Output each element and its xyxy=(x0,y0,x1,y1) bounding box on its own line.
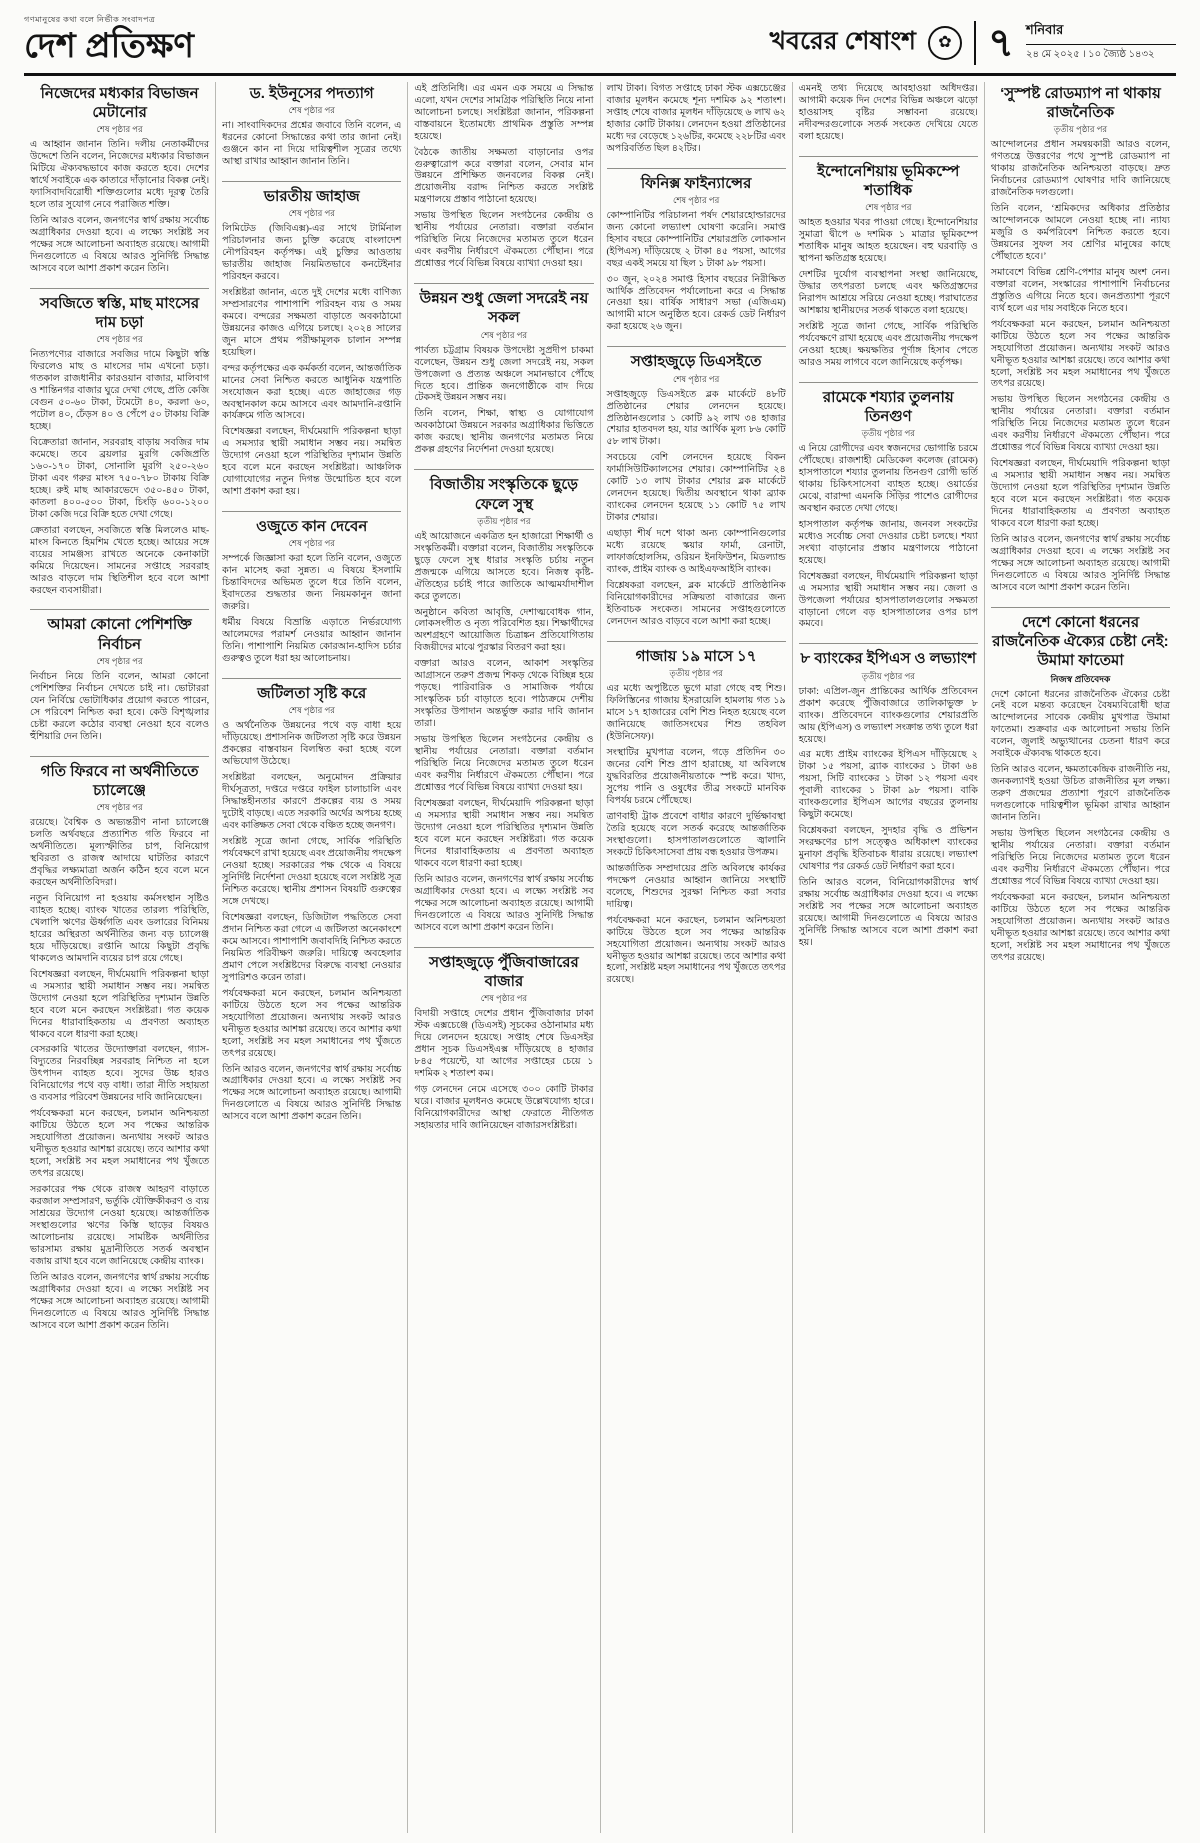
continued-from-label: শেষ পৃষ্ঠার পর xyxy=(288,538,335,549)
article-paragraph: তিনি বলেন, ‘শ্রমিকদের অধিকার প্রতিষ্ঠার আন্দোলনকে আমলে নেওয়া হচ্ছে না। ন্যায্য মজুরি ও কর্মপরিবেশ নিশ্চিত করতে হবে। উন্নয়নের সুফল সব শ্রেণির মানুষের কাছে পৌঁছাতে হবে।’ xyxy=(990,203,1171,262)
header-rule xyxy=(24,73,1176,76)
article-paragraph: সংশ্লিষ্ট সূত্রে জানা গেছে, সার্বিক পরিস্থিতি পর্যবেক্ষণে রাখা হয়েছে এবং প্রয়োজনীয় পদক্ষেপ নেওয়া হচ্ছে। সরকারের পক্ষ থেকে এ বিষয়ে সুনির্দিষ্ট নির্দেশনা দেওয়া হয়েছে বলে সংশ্লিষ্ট সূত্র নিশ্চিত করেছে। স্থানীয় প্রশাসন বিষয়টি গুরুত্বের সঙ্গে দেখছে। xyxy=(222,837,402,907)
column-1 xyxy=(24,82,215,1833)
article xyxy=(30,82,209,286)
article-paragraph: বিক্রেতারা জানান, সরবরাহ বাড়ায় সবজির দাম কমেছে। তবে ব্রয়লার মুরগি কেজিপ্রতি ১৬০-১৭০ টাকা, সোনালি মুরগি ২৫০-২৬০ টাকা এবং গরুর মাংস ৭৫০-৭৮০ টাকায় বিক্রি হচ্ছে। রুই মাছ আকারভেদে ৩৫০-৪৫০ টাকা, কাতলা ৪০০-৫০০ টাকা, চিংড়ি ৬০০-১২০০ টাকা কেজি দরে বিক্রি হতে দেখা গেছে। xyxy=(30,437,210,520)
masthead-tagline: গণমানুষের কথা বলে নির্ভীক সংবাদপত্র xyxy=(24,15,156,24)
column-3 xyxy=(407,82,599,1833)
article-paragraph: বিশেষজ্ঞরা বলছেন, দীর্ঘমেয়াদি পরিকল্পনা ছাড়া এ সমস্যার স্থায়ী সমাধান সম্ভব নয়। সমন্বিত উদ্যোগ নেওয়া হলে পরিস্থিতির দৃশ্যমান উন্নতি হবে বলে মনে করছেন সংশ্লিষ্টরা। গত কয়েক দিনের ধারাবাহিকতায় এ প্রবণতা অব্যাহত থাকবে বলে ধারণা করা হচ্ছে। xyxy=(30,969,210,1040)
article-paragraph: পর্যবেক্ষকরা মনে করছেন, চলমান অনিশ্চয়তা কাটিয়ে উঠতে হলে সব পক্ষের আন্তরিক সহযোগিতা প্রয়োজন। অন্যথায় সংকট আরও ঘনীভূত হওয়ার আশঙ্কা রয়েছে। তবে আশার কথা হলো, সংশ্লিষ্ট সব মহল সমাধানের পথ খুঁজতে তৎপর রয়েছে। xyxy=(222,988,402,1059)
article-headline: নিজেদের মধ্যকার বিভাজন মেটানোর xyxy=(40,84,199,121)
article-paragraph: এর মধ্যে অপুষ্টিতে ভুগে মারা গেছে বহু শিশু। ফিলিস্তিনের গাজায় ইসরায়েলি হামলায় গত ১৯ মাসে ১৭ হাজারের বেশি শিশু নিহত হয়েছে বলে জানিয়েছে জাতিসংঘের শিশু তহবিল (ইউনিসেফ)। xyxy=(606,684,786,743)
article-headline: আমরা কোনো পেশিশক্তি নির্বাচন xyxy=(47,616,192,653)
article-paragraph: ঢাকা: এপ্রিল-জুন প্রান্তিকের আর্থিক প্রতিবেদন প্রকাশ করেছে পুঁজিবাজারে তালিকাভুক্ত ৮ ব্যাংক। প্রতিবেদনে ব্যাংকগুলোর শেয়ারপ্রতি আয় (ইপিএস) ও লভ্যাংশ সংক্রান্ত তথ্য তুলে ধরা হয়েছে। xyxy=(798,686,978,745)
header-divider xyxy=(974,21,976,65)
article-paragraph: পর্যবেক্ষকরা মনে করছেন, চলমান অনিশ্চয়তা কাটিয়ে উঠতে হলে সব পক্ষের আন্তরিক সহযোগিতা প্রয়োজন। অন্যথায় সংকট আরও ঘনীভূত হওয়ার আশঙ্কা রয়েছে। তবে আশার কথা হলো, সংশ্লিষ্ট সব মহল সমাধানের পথ খুঁজতে তৎপর রয়েছে। xyxy=(990,319,1171,390)
article-paragraph: ক্রেতারা বলছেন, সবজিতে স্বস্তি মিললেও মাছ-মাংস কিনতে হিমশিম খেতে হচ্ছে। আয়ের সঙ্গে ব্যয়ের সামঞ্জস্য রাখতে অনেকে কেনাকাটা কমিয়ে দিয়েছেন। সামনের সপ্তাহে সরবরাহ আরও বাড়লে দাম স্থিতিশীল হবে বলে আশা করছেন ব্যবসায়ীরা। xyxy=(30,525,210,596)
article-headline: রামেকে শয্যার তুলনায় তিনগুণ xyxy=(822,388,954,425)
masthead-title: দেশ প্রতিক্ষণ xyxy=(24,27,194,65)
column-2 xyxy=(215,82,407,1833)
article-paragraph: বিশেষজ্ঞরা বলছেন, দীর্ঘমেয়াদি পরিকল্পনা ছাড়া এ সমস্যার স্থায়ী সমাধান সম্ভব নয়। সমন্বিত উদ্যোগ নেওয়া হলে পরিস্থিতির দৃশ্যমান উন্নতি হবে বলে মনে করছেন সংশ্লিষ্টরা। গত কয়েক দিনের ধারাবাহিকতায় এ প্রবণতা অব্যাহত থাকবে বলে ধারণা করা হচ্ছে। xyxy=(990,459,1171,530)
continued-from-label: শেষ পৃষ্ঠার পর xyxy=(480,993,528,1004)
column-6 xyxy=(984,82,1176,1833)
article-paragraph: সংশ্লিষ্টরা বলছেন, অনুমোদন প্রক্রিয়ার দীর্ঘসূত্রতা, দপ্তরে দপ্তরে ফাইল চালাচালি এবং সিদ্ধান্তহীনতার কারণে প্রকল্পের ব্যয় ও সময় দুটোই বাড়ছে। এতে সরকারি অর্থের অপচয় হচ্ছে এবং কাঙ্ক্ষিত সেবা থেকে বঞ্চিত হচ্ছে জনগণ। xyxy=(222,773,402,832)
continued-from-label: শেষ পৃষ্ঠার পর xyxy=(672,194,720,205)
article xyxy=(414,82,593,282)
continued-from-label: শেষ পৃষ্ঠার পর xyxy=(96,124,143,135)
article-paragraph: নিত্যপণ্যের বাজারে সবজির দামে কিছুটা স্বস্তি ফিরলেও মাছ ও মাংসের দাম এখনো চড়া। গতকাল রাজধানীর কারওয়ান বাজার, মালিবাগ ও শান্তিনগর বাজার ঘুরে দেখা গেছে, প্রতি কেজি বেগুন ৫০-৬০ টাকা, টমেটো ৪০, করলা ৬০, পটোল ৪০, ঢেঁড়স ৪০ ও পেঁপে ৫০ টাকায় বিক্রি হচ্ছে। xyxy=(30,350,210,432)
continued-from-label: শেষ পৃষ্ঠার পর xyxy=(96,802,143,813)
article xyxy=(607,346,786,639)
page-number: ৭ xyxy=(987,20,1014,65)
article-paragraph: সভায় উপস্থিত ছিলেন সংগঠনের কেন্দ্রীয় ও স্থানীয় পর্যায়ের নেতারা। বক্তারা বর্তমান পরিস্থিতি নিয়ে নিজেদের মতামত তুলে ধরেন এবং করণীয় নির্ধারণে ঐকমত্যে পৌঁছান। পরে প্রশ্নোত্তর পর্বে বিভিন্ন বিষয়ে ব্যাখ্যা দেওয়া হয়। xyxy=(990,395,1171,454)
article-paragraph: এর মধ্যে প্রাইম ব্যাংকের ইপিএস দাঁড়িয়েছে ২ টাকা ১৫ পয়সা, ব্র্যাক ব্যাংকের ১ টাকা ৬৪ পয়সা, সিটি ব্যাংকের ১ টাকা ১২ পয়সা এবং পূবালী ব্যাংকের ১ টাকা ৯৮ পয়সা। বাকি ব্যাংকগুলোর ইপিএস আগের বছরের তুলনায় কিছুটা কমেছে। xyxy=(798,750,978,821)
article-headline: বিজাতীয় সংস্কৃতিকে ছুড়ে ফেলে সুস্থ xyxy=(429,476,579,513)
continued-from-label: শেষ পৃষ্ঠার পর xyxy=(288,705,335,716)
article xyxy=(799,382,978,642)
continued-from-label: শেষ পৃষ্ঠার পর xyxy=(288,104,335,115)
article-headline: ওজুতে কান দেবেন xyxy=(256,518,368,536)
article-paragraph: পর্যবেক্ষকরা মনে করছেন, চলমান অনিশ্চয়তা কাটিয়ে উঠতে হলে সব পক্ষের আন্তরিক সহযোগিতা প্রয়োজন। অন্যথায় সংকট আরও ঘনীভূত হওয়ার আশঙ্কা রয়েছে। তবে আশার কথা হলো, সংশ্লিষ্ট সব মহল সমাধানের পথ খুঁজতে তৎপর রয়েছে। xyxy=(990,893,1171,963)
article-paragraph: তিনি আরও বলেন, জনগণের স্বার্থ রক্ষায় সর্বোচ্চ অগ্রাধিকার দেওয়া হবে। এ লক্ষ্যে সংশ্লিষ্ট সব পক্ষের সঙ্গে আলোচনা অব্যাহত রয়েছে। আগামী দিনগুলোতে এ বিষয়ে আরও সুনির্দিষ্ট সিদ্ধান্ত আসবে বলে আশা প্রকাশ করেন তিনি। xyxy=(414,874,594,933)
page-header xyxy=(24,14,1176,76)
article-paragraph: তিনি আরও বলেন, বিনিয়োগকারীদের স্বার্থ রক্ষায় সর্বোচ্চ অগ্রাধিকার দেওয়া হবে। এ লক্ষ্যে সংশ্লিষ্ট সব পক্ষের সঙ্গে আলোচনা অব্যাহত রয়েছে। আগামী দিনগুলোতে এ বিষয়ে আরও সুনির্দিষ্ট সিদ্ধান্ত আসবে বলে আশা প্রকাশ করা হয়। xyxy=(798,878,978,948)
article-headline: ফিনিক্স ফাইন্যান্সের xyxy=(640,174,752,192)
article-paragraph: বিশেষজ্ঞরা বলছেন, দীর্ঘমেয়াদি পরিকল্পনা ছাড়া এ সমস্যার স্থায়ী সমাধান সম্ভব নয়। সমন্বিত উদ্যোগ নেওয়া হলে পরিস্থিতির দৃশ্যমান উন্নতি হবে বলে মনে করছেন সংশ্লিষ্টরা। গত কয়েক দিনের ধারাবাহিকতায় এ প্রবণতা অব্যাহত থাকবে বলে ধারণা করা হচ্ছে। xyxy=(414,799,594,869)
article-paragraph: এছাড়া শীর্ষ দশে থাকা অন্য কোম্পানিগুলোর মধ্যে রয়েছে স্কয়ার ফার্মা, রেনাটা, লাফার্জহোলসিম, ওরিয়ন ইনফিউশন, মিডল্যান্ড ব্যাংক, প্রাইম ব্যাংক ও আইএফআইসি ব্যাংক। xyxy=(606,529,786,576)
article xyxy=(222,678,401,1134)
date-block xyxy=(1026,21,1176,64)
article xyxy=(30,288,209,608)
article-paragraph: সম্পর্কে জিজ্ঞাসা করা হলে তিনি বলেন, ওজুতে কান মাসেহ করা সুন্নত। এ বিষয়ে ইসলামি চিন্তাবিদদের অভিমত তুলে ধরে তিনি বলেন, ইবাদতের শুদ্ধতার জন্য নিয়মকানুন জানা জরুরি। xyxy=(222,554,402,613)
article-paragraph: সংস্থাটির মুখপাত্র বলেন, গড়ে প্রতিদিন ৩০ জনের বেশি শিশু প্রাণ হারাচ্ছে, যা অবিলম্বে যুদ্ধবিরতির প্রয়োজনীয়তাকে স্পষ্ট করে। খাদ্য, সুপেয় পানি ও ওষুধের তীব্র সংকটে মানবিক বিপর্যয় চরমে পৌঁছেছে। xyxy=(606,748,786,806)
section-title: খবরের শেষাংশ xyxy=(769,27,916,56)
article xyxy=(991,82,1170,605)
article-paragraph: ধর্মীয় বিষয়ে বিভ্রান্তি এড়াতে নির্ভরযোগ্য আলেমদের পরামর্শ নেওয়ার আহ্বান জানান তিনি। পাশাপাশি নিয়মিত কোরআন-হাদিস চর্চার গুরুত্বও তুলে ধরা হয় আলোচনায়। xyxy=(222,618,402,665)
article-paragraph: বিশ্লেষকরা বলছেন, ব্লক মার্কেটে প্রাতিষ্ঠানিক বিনিয়োগকারীদের সক্রিয়তা বাজারের জন্য ইতিবাচক সংকেত। সামনের সপ্তাহগুলোতে লেনদেন আরও বাড়বে বলে আশা করা হচ্ছে। xyxy=(606,581,786,627)
article xyxy=(414,947,593,1143)
article-paragraph: সবচেয়ে বেশি লেনদেন হয়েছে বিকন ফার্মাসিউটিক্যালসের শেয়ার। কোম্পানিটির ২৪ কোটি ১৩ লাখ টাকার শেয়ার ব্লক মার্কেটে লেনদেন হয়েছে। দ্বিতীয় অবস্থানে থাকা ব্র্যাক ব্যাংকের লেনদেন হয়েছে ১১ কোটি ৭৫ লাখ টাকার শেয়ার। xyxy=(606,453,786,524)
article-paragraph: বিশেষজ্ঞরা বলছেন, দীর্ঘমেয়াদি পরিকল্পনা ছাড়া এ সমস্যার স্থায়ী সমাধান সম্ভব নয়। সমন্বিত উদ্যোগ নেওয়া হলে পরিস্থিতির দৃশ্যমান উন্নতি হবে বলে মনে করছেন সংশ্লিষ্টরা। আঞ্চলিক যোগাযোগের নতুন দিগন্ত উন্মোচিত হবে বলে আশা প্রকাশ করা হয়। xyxy=(222,427,402,498)
article-paragraph: তিনি আরও বলেন, ক্ষমতাকেন্দ্রিক রাজনীতি নয়, জনকল্যাণই হওয়া উচিত রাজনীতির মূল লক্ষ্য। তরুণ প্রজন্মের প্রত্যাশা পূরণে রাজনৈতিক দলগুলোকে দায়িত্বশীল ভূমিকা রাখার আহ্বান জানান তিনি। xyxy=(990,765,1171,824)
article-paragraph: লিমিটেড (জিবিএক্স)-এর সাথে টার্মিনাল পরিচালনার জন্য চুক্তি করেছে বাংলাদেশ নৌপরিবহন কর্তৃপক্ষ। এই চুক্তির আওতায় ভারতীয় জাহাজ নিয়মিতভাবে কনটেইনার পরিবহন করবে। xyxy=(222,223,402,282)
article-headline: দেশে কোনো ধরনের রাজনৈতিক ঐক্যের চেষ্টা নেই: উমামা ফাতেমা xyxy=(992,613,1169,670)
article-paragraph: তিনি আরও বলেন, জনগণের স্বার্থ রক্ষায় সর্বোচ্চ অগ্রাধিকার দেওয়া হবে। এ লক্ষ্যে সংশ্লিষ্ট সব পক্ষের সঙ্গে আলোচনা অব্যাহত রয়েছে। আগামী দিনগুলোতে এ বিষয়ে আরও সুনির্দিষ্ট সিদ্ধান্ত আসবে বলে আশা প্রকাশ করেন তিনি। xyxy=(30,215,210,274)
article-headline: সপ্তাহজুড়ে ডিএসইতে xyxy=(630,353,762,371)
day-label: শনিবার xyxy=(1026,21,1176,45)
article-paragraph: অনুষ্ঠানে কবিতা আবৃত্তি, দেশাত্মবোধক গান, লোকসংগীত ও নৃত্য পরিবেশিত হয়। শিক্ষার্থীদের অংশগ্রহণে আয়োজিত চিত্রাঙ্কন প্রতিযোগিতায় বিজয়ীদের মাঝে পুরস্কার বিতরণ করা হয়। xyxy=(414,607,594,654)
article xyxy=(991,607,1170,975)
article-paragraph: পার্বত্য চট্টগ্রাম বিষয়ক উপদেষ্টা সুপ্রদীপ চাকমা বলেছেন, উন্নয়ন শুধু জেলা সদরেই নয়, সকল উপজেলা ও প্রত্যন্ত অঞ্চলে সমানভাবে পৌঁছে দিতে হবে। প্রান্তিক জনগোষ্ঠীকে বাদ দিয়ে টেকসই উন্নয়ন সম্ভব নয়। xyxy=(414,345,594,404)
article-paragraph: পর্যবেক্ষকরা মনে করছেন, চলমান অনিশ্চয়তা কাটিয়ে উঠতে হলে সব পক্ষের আন্তরিক সহযোগিতা প্রয়োজন। অন্যথায় সংকট আরও ঘনীভূত হওয়ার আশঙ্কা রয়েছে। তবে আশার কথা হলো, সংশ্লিষ্ট মহল সমাধানের পথ খুঁজতে তৎপর রয়েছে। xyxy=(606,915,786,986)
continued-from-label: শেষ পৃষ্ঠার পর xyxy=(96,655,143,666)
article-paragraph: তিনি আরও বলেন, জনগণের স্বার্থ রক্ষায় সর্বোচ্চ অগ্রাধিকার দেওয়া হবে। এ লক্ষ্যে সংশ্লিষ্ট সব পক্ষের সঙ্গে আলোচনা অব্যাহত রয়েছে। আগামী দিনগুলোতে এ বিষয়ে আরও সুনির্দিষ্ট সিদ্ধান্ত আসবে বলে আশা প্রকাশ করেন তিনি। xyxy=(990,535,1171,593)
article-headline: গতি ফিরবে না অর্থনীতিতে চ্যালেঞ্জে xyxy=(40,762,199,799)
article-paragraph: দেশটির দুর্যোগ ব্যবস্থাপনা সংস্থা জানিয়েছে, উদ্ধার তৎপরতা চলছে এবং ক্ষতিগ্রস্তদের নিরাপদ আশ্রয়ে সরিয়ে নেওয়া হচ্ছে। পরাঘাতের আশঙ্কায় স্থানীয়দের সতর্ক থাকতে বলা হয়েছে। xyxy=(798,269,978,316)
continued-from-label: তৃতীয় পৃষ্ঠার পর xyxy=(1053,124,1108,135)
article-paragraph: সভায় উপস্থিত ছিলেন সংগঠনের কেন্দ্রীয় ও স্থানীয় পর্যায়ের নেতারা। বক্তারা বর্তমান পরিস্থিতি নিয়ে নিজেদের মতামত তুলে ধরেন এবং করণীয় নির্ধারণে ঐকমত্যে পৌঁছান। পরে প্রশ্নোত্তর পর্বে বিভিন্ন বিষয়ে ব্যাখ্যা দেওয়া হয়। xyxy=(414,735,594,794)
article-paragraph: ও অর্থনৈতিক উন্নয়নের পথে বড় বাধা হয়ে দাঁড়িয়েছে। প্রশাসনিক জটিলতা সৃষ্টি করে উন্নয়ন প্রকল্পের বাস্তবায়ন বিলম্বিত করা হচ্ছে বলে অভিযোগ উঠেছে। xyxy=(222,721,402,768)
article-paragraph: ৩০ জুন, ২০২৪ সমাপ্ত হিসাব বছরের নিরীক্ষিত আর্থিক প্রতিবেদন পর্যালোচনা করে এ সিদ্ধান্ত নেওয়া হয়। বার্ষিক সাধারণ সভা (এজিএম) আগামী মাসে অনুষ্ঠিত হবে। রেকর্ড ডেট নির্ধারণ করা হয়েছে ২৬ জুন। xyxy=(606,274,786,333)
continued-from-label: শেষ পৃষ্ঠার পর xyxy=(865,201,912,212)
article xyxy=(222,511,401,676)
article-paragraph: নতুন বিনিয়োগ না হওয়ায় কর্মসংস্থান সৃষ্টিও ব্যাহত হচ্ছে। ব্যাংক খাতের তারল্য পরিস্থিতি, খেলাপি ঋণের ঊর্ধ্বগতি এবং ডলারের বিনিময় হারের অস্থিরতা অর্থনীতির জন্য বড় চ্যালেঞ্জ হয়ে দাঁড়িয়েছে। রপ্তানি আয়ে কিছুটা প্রবৃদ্ধি থাকলেও আমদানি ব্যয়ের চাপ রয়ে গেছে। xyxy=(30,893,210,964)
article-paragraph: বিশ্লেষকরা বলছেন, সুদহার বৃদ্ধি ও প্রভিশন সংরক্ষণের চাপ সত্ত্বেও অধিকাংশ ব্যাংকের মুনাফা প্রবৃদ্ধি ইতিবাচক ধারায় রয়েছে। লভ্যাংশ ঘোষণার পর রেকর্ড ডেট নির্ধারণ করা হবে। xyxy=(798,826,978,873)
article-paragraph: দেশে কোনো ধরনের রাজনৈতিক ঐক্যের চেষ্টা নেই বলে মন্তব্য করেছেন বৈষম্যবিরোধী ছাত্র আন্দোলনের সাবেক কেন্দ্রীয় মুখপাত্র উমামা ফাতেমা। শুক্রবার এক আলোচনা সভায় তিনি বলেন, জুলাই অভ্যুত্থানের চেতনা ধারণ করে সবাইকে ঐক্যবদ্ধ থাকতে হবে। xyxy=(990,689,1171,760)
article-headline: গাজায় ১৯ মাসে ১৭ xyxy=(635,647,757,665)
continued-from-label: শেষ পৃষ্ঠার পর xyxy=(672,373,720,384)
article-paragraph: এমনই তথ্য দিয়েছে আবহাওয়া অধিদপ্তর। আগামী কয়েক দিন দেশের বিভিন্ন অঞ্চলে ঝড়ো হাওয়াসহ বৃষ্টির সম্ভাবনা রয়েছে। নদীবন্দরগুলোকে সতর্ক সংকেত দেখিয়ে যেতে বলা হয়েছে। xyxy=(798,83,978,142)
article-headline: ভারতীয় জাহাজ xyxy=(263,187,360,205)
article-paragraph: এই আয়োজনে একত্রিত হন হাজারো শিক্ষার্থী ও সংস্কৃতিকর্মী। বক্তারা বলেন, বিজাতীয় সংস্কৃতিকে ছুড়ে ফেলে সুস্থ ধারার সংস্কৃতি চর্চায় নতুন প্রজন্মকে এগিয়ে আসতে হবে। নিজস্ব কৃষ্টি-ঐতিহ্যের চর্চাই পারে জাতিকে আত্মমর্যাদাশীল করে তুলতে। xyxy=(414,531,594,602)
article-paragraph: না। সাংবাদিকদের প্রশ্নের জবাবে তিনি বলেন, এ ধরনের কোনো সিদ্ধান্তের কথা তার জানা নেই। গুঞ্জনে কান না দিয়ে দায়িত্বশীল সূত্রের তথ্যে আস্থা রাখার আহ্বান জানান তিনি। xyxy=(222,120,402,167)
page-columns xyxy=(24,82,1176,1833)
article-paragraph: আহত হওয়ার খবর পাওয়া গেছে। ইন্দোনেশিয়ার সুমাত্রা দ্বীপে ৬ দশমিক ১ মাত্রার ভূমিকম্পে শতাধিক মানুষ আহত হয়েছেন। বহু ঘরবাড়ি ও স্থাপনা ক্ষতিগ্রস্ত হয়েছে। xyxy=(798,217,978,264)
article xyxy=(30,609,209,753)
article-paragraph: বক্তারা আরও বলেন, আকাশ সংস্কৃতির আগ্রাসনে তরুণ প্রজন্ম শিকড় থেকে বিচ্ছিন্ন হয়ে পড়ছে। পারিবারিক ও সামাজিক পর্যায়ে সাংস্কৃতিক চর্চা বাড়াতে হবে। পাঠ্যক্রমে দেশীয় সংস্কৃতির উপাদান অন্তর্ভুক্ত করার দাবি জানান তারা। xyxy=(414,659,594,730)
article-paragraph: সংশ্লিষ্ট সূত্রে জানা গেছে, সার্বিক পরিস্থিতি পর্যবেক্ষণে রাখা হয়েছে এবং প্রয়োজনীয় পদক্ষেপ নেওয়া হচ্ছে। ক্ষয়ক্ষতির পূর্ণাঙ্গ হিসাব পেতে আরও সময় লাগবে বলে জানিয়েছে কর্তৃপক্ষ। xyxy=(798,321,978,368)
date-line: ২৪ মে ২০২৫ । ১০ জ্যৈষ্ঠ ১৪৩২ xyxy=(1026,49,1155,61)
article-paragraph: সমাবেশে বিভিন্ন শ্রেণি-পেশার মানুষ অংশ নেন। বক্তারা বলেন, সংস্কারের পাশাপাশি নির্বাচনের প্রস্তুতিও এগিয়ে নিতে হবে। জনপ্রত্যাশা পূরণে ব্যর্থ হলে এর দায় সবাইকে নিতে হবে। xyxy=(990,267,1171,314)
article-paragraph: বিদায়ী সপ্তাহে দেশের প্রধান পুঁজিবাজার ঢাকা স্টক এক্সচেঞ্জে (ডিএসই) সূচকের ওঠানামার মধ্য দিয়ে লেনদেন হয়েছে। সপ্তাহ শেষে ডিএসইর প্রধান সূচক ডিএসইএক্স দাঁড়িয়েছে ৪ হাজার ৮৪৫ পয়েন্টে, যা আগের সপ্তাহের চেয়ে ১ দশমিক ২ শতাংশ কম। xyxy=(414,1009,594,1079)
section-logo-icon: ✿ xyxy=(928,26,962,60)
article xyxy=(414,469,593,944)
article xyxy=(222,82,401,179)
continued-from-label: শেষ পৃষ্ঠার পর xyxy=(480,329,528,340)
article-paragraph: গড় লেনদেন নেমে এসেছে ৩০০ কোটি টাকার ঘরে। বাজার মূলধনও কমেছে উল্লেখযোগ্য হারে। বিনিয়োগকারীদের আস্থা ফেরাতে নীতিগত সহায়তার দাবি জানিয়েছেন বাজারসংশ্লিষ্টরা। xyxy=(414,1084,594,1131)
continued-from-label: তৃতীয় পৃষ্ঠার পর xyxy=(861,427,915,438)
article-paragraph: সভায় উপস্থিত ছিলেন সংগঠনের কেন্দ্রীয় ও স্থানীয় পর্যায়ের নেতারা। বক্তারা বর্তমান পরিস্থিতি নিয়ে নিজেদের মতামত তুলে ধরেন এবং করণীয় নির্ধারণে ঐকমত্যে পৌঁছান। পরে প্রশ্নোত্তর পর্বে বিভিন্ন বিষয়ে ব্যাখ্যা দেওয়া হয়। xyxy=(414,211,594,270)
continued-from-label: শেষ পৃষ্ঠার পর xyxy=(288,207,335,218)
article-paragraph: এ নিয়ে রোগীদের এবং স্বজনদের ভোগান্তি চরমে পৌঁছেছে। রাজশাহী মেডিকেল কলেজ (রামেক) হাসপাতালে শয্যার তুলনায় তিনগুণ রোগী ভর্তি থাকায় চিকিৎসাসেবা ব্যাহত হচ্ছে। ওয়ার্ডের মেঝে, বারান্দা এমনকি সিঁড়ির পাশেও রোগীদের অবস্থান করতে দেখা গেছে। xyxy=(798,443,978,514)
article xyxy=(607,82,786,166)
article-paragraph: ত্রাণবাহী ট্রাক প্রবেশে বাধার কারণে দুর্ভিক্ষাবস্থা তৈরি হয়েছে বলে সতর্ক করেছে আন্তর্জাতিক সংস্থাগুলো। হাসপাতালগুলোতে জ্বালানি সংকটে চিকিৎসাসেবা প্রায় বন্ধ হওয়ার উপক্রম। xyxy=(606,811,786,858)
article xyxy=(222,181,401,510)
article-paragraph: বন্দর কর্তৃপক্ষের এক কর্মকর্তা বলেন, আন্তর্জাতিক মানের সেবা নিশ্চিত করতে আধুনিক যন্ত্রপাতি সংযোজন করা হচ্ছে। এতে জাহাজের গড় অবস্থানকাল কমে আসবে এবং আমদানি-রপ্তানি কার্যক্রমে গতি আসবে। xyxy=(222,363,402,422)
article-paragraph: সভায় উপস্থিত ছিলেন সংগঠনের কেন্দ্রীয় ও স্থানীয় পর্যায়ের নেতারা। বক্তারা বর্তমান পরিস্থিতি নিয়ে নিজেদের মতামত তুলে ধরেন এবং করণীয় নির্ধারণে ঐকমত্যে পৌঁছান। পরে প্রশ্নোত্তর পর্বে বিভিন্ন বিষয়ে ব্যাখ্যা দেওয়া হয়। xyxy=(990,829,1171,888)
continued-from-label: তৃতীয় পৃষ্ঠার পর xyxy=(477,515,531,526)
continued-from-label: শেষ পৃষ্ঠার পর xyxy=(96,334,143,345)
article xyxy=(799,643,978,960)
article-headline: উন্নয়ন শুধু জেলা সদরেই নয় সকল xyxy=(419,290,589,327)
article-headline: ড. ইউনূসের পদত্যাগ xyxy=(249,84,374,102)
article-paragraph: বেসরকারি খাতের উদ্যোক্তারা বলছেন, গ্যাস-বিদ্যুতের নিরবচ্ছিন্ন সরবরাহ নিশ্চিত না হলে উৎপাদন ব্যাহত হবে। সুদের উচ্চ হারও বিনিয়োগের পথে বড় বাধা। তারা নীতি সহায়তা ও ব্যবসার পরিবেশ উন্নয়নের দাবি জানিয়েছেন। xyxy=(30,1045,210,1104)
article-paragraph: আন্তর্জাতিক সম্প্রদায়ের প্রতি অবিলম্বে কার্যকর পদক্ষেপ নেওয়ার আহ্বান জানিয়ে সংস্থাটি বলেছে, শিশুদের সুরক্ষা নিশ্চিত করা সবার দায়িত্ব। xyxy=(606,863,786,910)
article-headline: সপ্তাহজুড়ে পুঁজিবাজারের বাজার xyxy=(429,953,579,990)
article-paragraph: বিশেষজ্ঞরা বলছেন, ডিজিটাল পদ্ধতিতে সেবা প্রদান নিশ্চিত করা গেলে এ জটিলতা অনেকাংশে কমে আসবে। পাশাপাশি জবাবদিহি নিশ্চিত করতে নিয়মিত পরিবীক্ষণ জরুরি। দায়িত্বে অবহেলার প্রমাণ পেলে সংশ্লিষ্টদের বিরুদ্ধে ব্যবস্থা নেওয়ার সুপারিশও করেন তারা। xyxy=(222,912,402,983)
article-paragraph: পর্যবেক্ষকরা মনে করছেন, চলমান অনিশ্চয়তা কাটিয়ে উঠতে হলে সব পক্ষের আন্তরিক সহযোগিতা প্রয়োজন। অন্যথায় সংকট আরও ঘনীভূত হওয়ার আশঙ্কা রয়েছে। তবে আশার কথা হলো, সংশ্লিষ্ট সব মহল সমাধানের পথ খুঁজতে তৎপর রয়েছে। xyxy=(30,1109,210,1180)
article-paragraph: এই প্রতিনিধি। এর এমন এক সময়ে এ সিদ্ধান্ত এলো, যখন দেশের সামগ্রিক পরিস্থিতি নিয়ে নানা আলোচনা চলছে। সংশ্লিষ্টরা জানান, পরিকল্পনা বাস্তবায়নে ইতোমধ্যে প্রাথমিক প্রস্তুতি সম্পন্ন হয়েছে। xyxy=(414,83,594,142)
article-paragraph: হাসপাতাল কর্তৃপক্ষ জানায়, জনবল সংকটের মধ্যেও সর্বোচ্চ সেবা দেওয়ার চেষ্টা চলছে। শয্যা সংখ্যা বাড়ানোর প্রস্তাব মন্ত্রণালয়ে পাঠানো হয়েছে। xyxy=(798,519,978,566)
article-paragraph: রয়েছে। বৈশ্বিক ও অভ্যন্তরীণ নানা চ্যালেঞ্জে চলতি অর্থবছরে প্রত্যাশিত গতি ফিরবে না অর্থনীতিতে। মূল্যস্ফীতির চাপ, বিনিয়োগ স্থবিরতা ও রাজস্ব আদায়ে ঘাটতির কারণে প্রবৃদ্ধির লক্ষ্যমাত্রা অর্জন কঠিন হবে বলে মনে করছেন অর্থনীতিবিদরা। xyxy=(30,818,210,888)
article-headline: ইন্দোনেশিয়ায় ভূমিকম্পে শতাধিক xyxy=(817,162,960,199)
continued-from-label: তৃতীয় পৃষ্ঠার পর xyxy=(861,670,915,681)
article-headline: ৮ ব্যাংকের ইপিএস ও লভ্যাংশ xyxy=(800,650,977,668)
article-paragraph: আন্দোলনের প্রধান সমন্বয়কারী আরও বলেন, গণতন্ত্রে উত্তরণের পথে সুস্পষ্ট রোডম্যাপ না থাকায় রাজনৈতিক অনিশ্চয়তা বাড়ছে। দ্রুত নির্বাচনের রোডম্যাপ ঘোষণার দাবি জানিয়েছে রাজনৈতিক দলগুলো। xyxy=(990,140,1171,198)
article xyxy=(607,641,786,997)
continued-from-label: তৃতীয় পৃষ্ঠার পর xyxy=(669,668,723,679)
article-paragraph: তিনি আরও বলেন, জনগণের স্বার্থ রক্ষায় সর্বোচ্চ অগ্রাধিকার দেওয়া হবে। এ লক্ষ্যে সংশ্লিষ্ট সব পক্ষের সঙ্গে আলোচনা অব্যাহত রয়েছে। আগামী দিনগুলোতে এ বিষয়ে আরও সুনির্দিষ্ট সিদ্ধান্ত আসবে বলে আশা প্রকাশ করেন তিনি। xyxy=(30,1272,210,1331)
article-paragraph: তিনি আরও বলেন, জনগণের স্বার্থ রক্ষায় সর্বোচ্চ অগ্রাধিকার দেওয়া হবে। এ লক্ষ্যে সংশ্লিষ্ট সব পক্ষের সঙ্গে আলোচনা অব্যাহত রয়েছে। আগামী দিনগুলোতে এ বিষয়ে আরও সুনির্দিষ্ট সিদ্ধান্ত আসবে বলে আশা প্রকাশ করেন তিনি। xyxy=(222,1064,402,1123)
article xyxy=(799,82,978,154)
article-paragraph: সরকারের পক্ষ থেকে রাজস্ব আহরণ বাড়াতে করজাল সম্প্রসারণ, ভর্তুকি যৌক্তিকীকরণ ও ব্যয় সাশ্রয়ের উদ্যোগ নেওয়া হয়েছে। আন্তর্জাতিক সংস্থাগুলোর ঋণের কিস্তি ছাড়ের বিষয়ও আলোচনায় রয়েছে। সামষ্টিক অর্থনীতির ভারসাম্য রক্ষায় মুদ্রানীতিতে সতর্ক অবস্থান বজায় রাখা হবে বলে জানিয়েছে কেন্দ্রীয় ব্যাংক। xyxy=(30,1185,210,1267)
article xyxy=(607,168,786,345)
article-paragraph: এ আহ্বান জানান তিনি। দলীয় নেতাকর্মীদের উদ্দেশে তিনি বলেন, নিজেদের মধ্যকার বিভাজন মিটিয়ে ঐক্যবদ্ধভাবে কাজ করতে হবে। দেশের স্বার্থে সবাইকে এক কাতারে দাঁড়ানোর বিকল্প নেই। ফ্যাসিবাদবিরোধী শক্তিগুলোর মধ্যে দূরত্ব তৈরি হলে তার সুযোগ নেবে পরাজিত শক্তি। xyxy=(30,140,210,210)
article-paragraph: কোম্পানিটির পরিচালনা পর্ষদ শেয়ারহোল্ডারদের জন্য কোনো লভ্যাংশ ঘোষণা করেনি। সমাপ্ত হিসাব বছরে কোম্পানিটির শেয়ারপ্রতি লোকসান (ইপিএস) দাঁড়িয়েছে ২ টাকা ৪৫ পয়সা, আগের বছর একই সময়ে যা ছিল ১ টাকা ৯৮ পয়সা। xyxy=(606,210,786,269)
article-paragraph: তিনি বলেন, শিক্ষা, স্বাস্থ্য ও যোগাযোগ অবকাঠামো উন্নয়নে সরকার অগ্রাধিকার ভিত্তিতে কাজ করছে। স্থানীয় জনগণের মতামত নিয়ে প্রকল্প গ্রহণের নির্দেশনা দেওয়া হয়েছে। xyxy=(414,409,594,456)
article-paragraph: বিশেষজ্ঞরা বলছেন, দীর্ঘমেয়াদি পরিকল্পনা ছাড়া এ সমস্যার স্থায়ী সমাধান সম্ভব নয়। জেলা ও উপজেলা পর্যায়ের হাসপাতালগুলোর সক্ষমতা বাড়ানো গেলে বড় হাসপাতালের ওপর চাপ কমবে। xyxy=(798,571,978,630)
article-paragraph: সংশ্লিষ্টরা জানান, এতে দুই দেশের মধ্যে বাণিজ্য সম্প্রসারণের পাশাপাশি পরিবহন ব্যয় ও সময় কমবে। বন্দরের সক্ষমতা বাড়াতে অবকাঠামো উন্নয়নের কাজও এগিয়ে চলছে। ২০২৪ সালের জুন মাসে প্রথম পরীক্ষামূলক চালান সম্পন্ন হয়েছিল। xyxy=(222,287,402,358)
column-5 xyxy=(792,82,984,1833)
article-headline: জটিলতা সৃষ্টি করে xyxy=(257,685,367,703)
article-headline: ‘সুস্পষ্ট রোডম্যাপ না থাকায় রাজনৈতিক xyxy=(1000,84,1161,121)
article-paragraph: বৈঠকে জাতীয় সক্ষমতা বাড়ানোর ওপর গুরুত্বারোপ করে বক্তারা বলেন, সেবার মান উন্নয়নে প্রশিক্ষিত জনবলের বিকল্প নেই। প্রয়োজনীয় বরাদ্দ নিশ্চিত করতে সংশ্লিষ্ট মন্ত্রণালয়ে প্রস্তাব পাঠানো হয়েছে। xyxy=(414,147,594,206)
article-paragraph: লাখ টাকা। বিগত সপ্তাহে ঢাকা স্টক এক্সচেঞ্জের বাজার মূলধন কমেছে শূন্য দশমিক ৯২ শতাংশ। সপ্তাহ শেষে বাজার মূলধন দাঁড়িয়েছে ৬ লাখ ৬২ হাজার কোটি টাকায়। লেনদেন হওয়া প্রতিষ্ঠানের মধ্যে দর বেড়েছে ১২৬টির, কমেছে ২২৮টির এবং অপরিবর্তিত ছিল ৪২টির। xyxy=(606,83,786,154)
article xyxy=(799,156,978,380)
byline: নিজস্ব প্রতিবেদক xyxy=(1050,673,1111,684)
column-4 xyxy=(600,82,792,1833)
article xyxy=(30,756,209,1343)
article xyxy=(414,283,593,467)
article-paragraph: সপ্তাহজুড়ে ডিএসইতে ব্লক মার্কেটে ৪৮টি প্রতিষ্ঠানের শেয়ার লেনদেন হয়েছে। প্রতিষ্ঠানগুলোর ১ কোটি ৯২ লাখ ৩৪ হাজার শেয়ার হাতবদল হয়, যার আর্থিক মূল্য ৮৬ কোটি ৫৮ লাখ টাকা। xyxy=(606,389,786,448)
article-headline: সবজিতে স্বস্তি, মাছ মাংসের দাম চড়া xyxy=(39,294,200,331)
article-paragraph: নির্বাচন নিয়ে তিনি বলেন, আমরা কোনো পেশিশক্তির নির্বাচন দেখতে চাই না। ভোটাররা যেন নির্বিঘ্নে ভোটাধিকার প্রয়োগ করতে পারেন, সে পরিবেশ নিশ্চিত করা হবে। কেউ বিশৃঙ্খলার চেষ্টা করলে কঠোর ব্যবস্থা নেওয়া হবে বলেও হুঁশিয়ারি দেন তিনি। xyxy=(30,671,210,742)
